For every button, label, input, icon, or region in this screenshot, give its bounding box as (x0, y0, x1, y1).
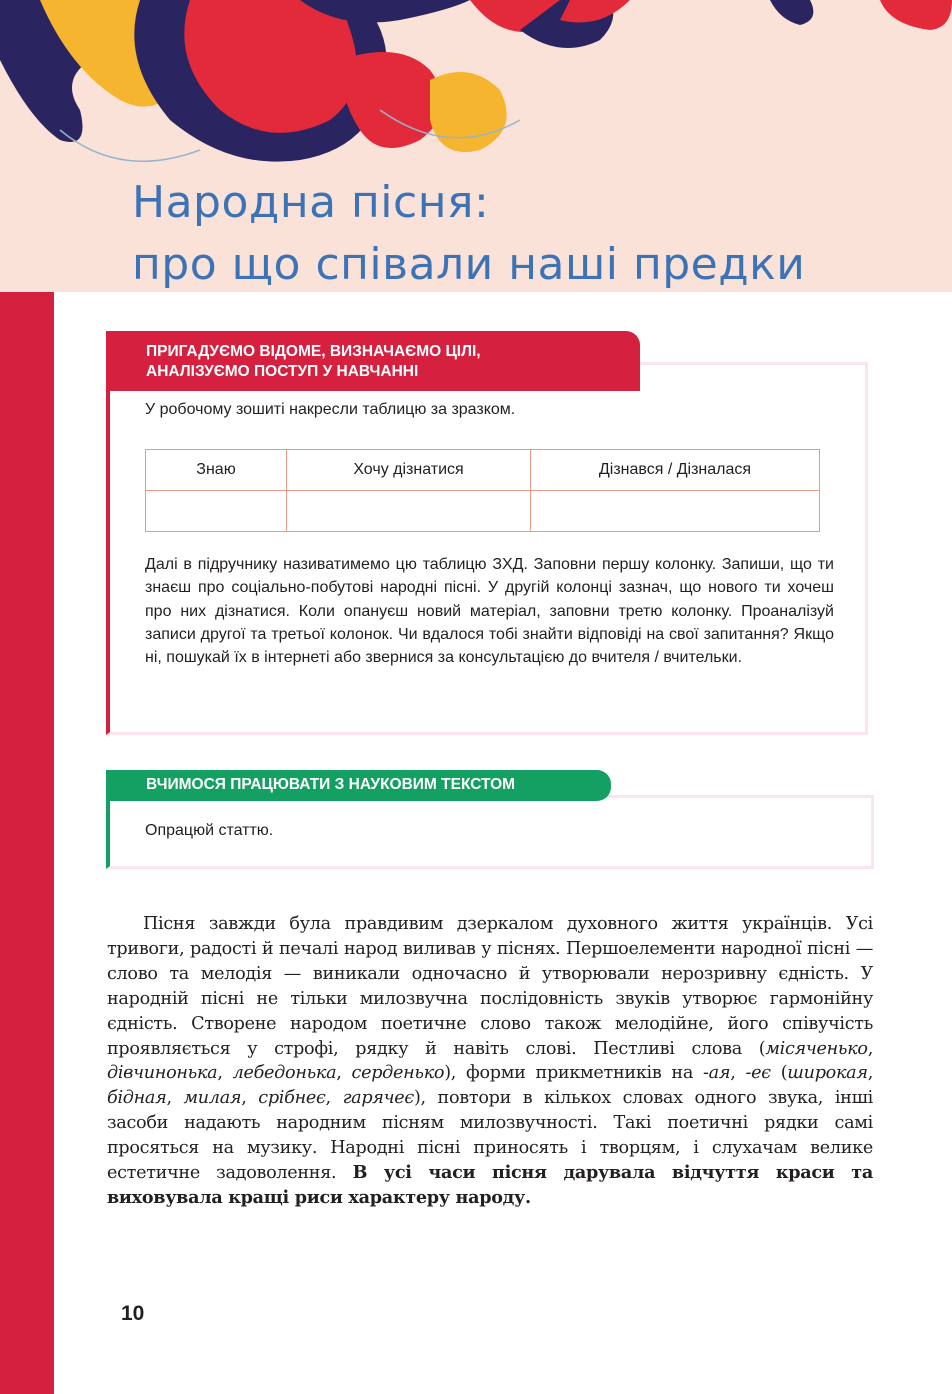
italic-word: широкая (787, 1063, 868, 1084)
italic-word: серденько (351, 1063, 445, 1084)
zhd-table-header-row (146, 450, 820, 491)
separator: , (867, 1063, 873, 1084)
title-line-1: Народна пісня: (132, 177, 490, 228)
text-run: ), повтори в кількох словах одного звука, інші засоби надають народним пісням милозвучності. Такі поетичні рядки самі просяться на музику. Народні пісні приносять і творцям, і слухачам велике естетичне задоволення. (107, 1088, 873, 1184)
title-line-2: про що співали наші предки (132, 239, 806, 290)
italic-word: дівчинонька (107, 1063, 218, 1084)
page-title (132, 172, 805, 292)
text-run: Пісня завжди була правдивим дзеркалом духовного життя українців. Усі тривоги, радості й печалі народ виливав у піснях. Першоелементи народної пісні — слово та мелодія — виникали одночасно й утворювали нерозривну єдність. У народній пісні не тільки милозвучна послідовність звуків утворює гармонійну єдність. Створене народом поетичне слово також мелодійне, його співучість проявляється у строфі, рядку й навіть слові. Пестливі слова ( (107, 914, 873, 1059)
task-box-science-text-body: Опрацюй статтю. (145, 822, 274, 839)
italic-word: місяченько (765, 1038, 868, 1059)
zhd-table-header: Хочу дізнатися (287, 450, 531, 491)
task-box-recall-header (106, 331, 640, 391)
bold-conclusion: В усі часи пісня дарувала відчуття краси та виховувала кращі риси характеру народу. (107, 1162, 874, 1208)
zhd-table-cell (287, 491, 531, 532)
italic-word: милая (183, 1088, 242, 1109)
italic-word: бідная (107, 1088, 167, 1109)
separator: , (325, 1088, 343, 1109)
zhd-table-cell (531, 491, 820, 532)
side-bar (0, 292, 54, 1394)
zhd-table-cell (146, 491, 287, 532)
task-box-science-text-header: ВЧИМОСЯ ПРАЦЮВАТИ З НАУКОВИМ ТЕКСТОМ (106, 770, 611, 801)
separator: , (730, 1063, 746, 1084)
italic-word: лебедонька (232, 1063, 337, 1084)
header-band (0, 0, 952, 292)
separator: , (241, 1088, 259, 1109)
separator: , (166, 1088, 184, 1109)
task-box-recall-header-line-2: АНАЛІЗУЄМО ПОСТУП У НАВЧАННІ (146, 363, 419, 380)
zhd-table-header: Знаю (146, 450, 287, 491)
italic-word: -еє (745, 1063, 771, 1084)
text-run: ), форми прикметників на (444, 1063, 703, 1084)
task-box-recall-text: Далі в підручнику називатимемо цю таблицю ЗХД. Заповни першу колонку. Запиши, що ти знаєш про соціально-побутові народні пісні. У другій колонці зазнач, що нового ти хочеш про них дізнатися. Коли опануєш новий матеріал, заповни третю колонку. Проаналізуй записи другої та третьої колонок. Чи вдалося тобі знайти відповіді на свої запитання? Якщо ні, пошукай їх в інтернеті або звернися за консультацією до вчителя / вчительки. (145, 556, 834, 667)
text-run: ( (770, 1063, 788, 1084)
task-box-recall-header-line-1: ПРИГАДУЄМО ВІДОМЕ, ВИЗНАЧАЄМО ЦІЛІ, (146, 343, 481, 360)
separator: , (217, 1063, 233, 1084)
zhd-table (145, 449, 820, 532)
zhd-table-header: Дізнався / Дізналася (531, 450, 820, 491)
italic-word: -ая (703, 1063, 731, 1084)
italic-word: срібнеє (258, 1088, 326, 1109)
separator: , (336, 1063, 352, 1084)
main-article-paragraph (107, 912, 873, 1211)
italic-word: гарячеє (342, 1088, 414, 1109)
separator: , (867, 1038, 873, 1059)
page-number: 10 (121, 1302, 145, 1325)
task-box-recall-intro: У робочому зошиті накресли таблицю за зразком. (145, 401, 516, 418)
zhd-table-empty-row (146, 491, 820, 532)
